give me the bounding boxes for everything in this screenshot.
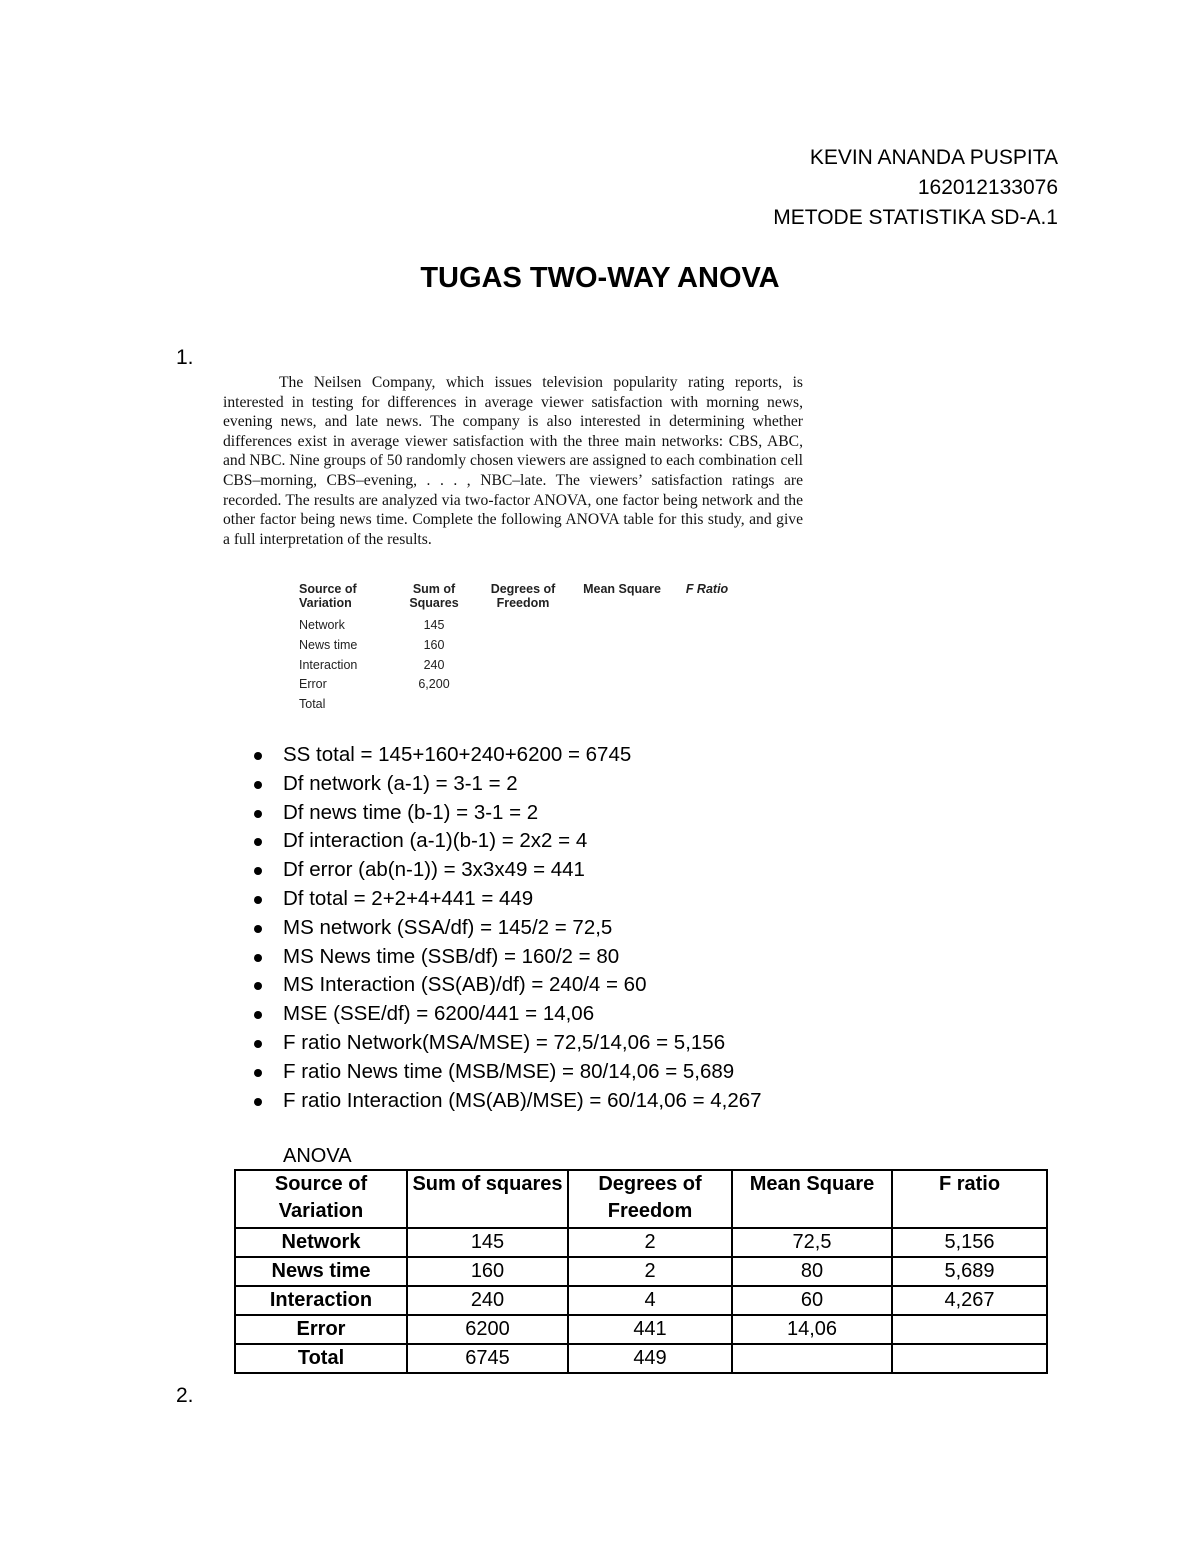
calculation-text: Df network (a-1) = 3-1 = 2	[283, 771, 518, 795]
problem-table-cell: 240	[423, 657, 445, 672]
list-item	[0, 885, 762, 914]
list-item	[0, 1029, 762, 1058]
calculation-text: F ratio Interaction (MS(AB)/MSE) = 60/14,06 = 4,267	[283, 1088, 762, 1112]
anova-header-cell: Source of Variation	[235, 1170, 407, 1228]
calculation-text: Df total = 2+2+4+441 = 449	[283, 886, 534, 910]
anova-row-label: News time	[235, 1257, 407, 1286]
problem-table-cell: 145	[423, 618, 445, 632]
list-item	[0, 770, 762, 799]
problem-table-cell: 160	[423, 637, 445, 652]
anova-header-row	[235, 1170, 1047, 1228]
anova-caption: ANOVA	[283, 1145, 352, 1167]
anova-cell: 441	[568, 1315, 732, 1344]
problem-table-header: Sum of Squares	[409, 582, 459, 610]
bullet-icon	[254, 752, 262, 760]
anova-header-cell: F ratio	[892, 1170, 1047, 1228]
anova-cell: 5,689	[892, 1257, 1047, 1286]
anova-row-label: Error	[235, 1315, 407, 1344]
anova-cell	[892, 1315, 1047, 1344]
anova-cell: 6745	[407, 1344, 568, 1373]
calculation-text: MS Interaction (SS(AB)/df) = 240/4 = 60	[283, 973, 647, 997]
anova-cell: 449	[568, 1344, 732, 1373]
bullet-icon	[254, 954, 262, 962]
anova-cell: 80	[732, 1257, 892, 1286]
table-row	[235, 1257, 1047, 1286]
calculation-list	[0, 741, 762, 1115]
table-row	[299, 697, 752, 717]
bullet-icon	[254, 838, 262, 846]
author-name: KEVIN ANANDA PUSPITA	[809, 146, 1058, 169]
problem-table-cell: Interaction	[299, 657, 358, 672]
bullet-icon	[254, 896, 262, 904]
problem-table-header-row	[299, 582, 752, 618]
bullet-icon	[254, 925, 262, 933]
problem-table-cell: Total	[299, 697, 326, 712]
table-row	[235, 1286, 1047, 1315]
table-row	[299, 677, 752, 697]
anova-cell: 2	[568, 1257, 732, 1286]
problem-table-cell: Error	[299, 677, 327, 692]
problem-table-header: F Ratio	[685, 582, 729, 596]
calculation-text: Df interaction (a-1)(b-1) = 2x2 = 4	[283, 829, 588, 853]
table-row	[299, 658, 752, 678]
calculation-text: MS News time (SSB/df) = 160/2 = 80	[283, 944, 620, 968]
student-id: 162012133076	[917, 176, 1058, 199]
calculation-text: SS total = 145+160+240+6200 = 6745	[283, 743, 632, 766]
bullet-icon	[254, 1040, 262, 1048]
list-item	[0, 799, 762, 828]
problem-table-cell: Network	[299, 618, 345, 632]
list-item	[0, 856, 762, 885]
list-item	[0, 943, 762, 972]
question-number-1: 1.	[176, 346, 194, 369]
anova-cell: 240	[407, 1286, 568, 1315]
bullet-icon	[254, 1098, 262, 1106]
anova-cell: 60	[732, 1286, 892, 1315]
problem-table-cell: 6,200	[418, 677, 450, 692]
problem-table-cell	[404, 697, 464, 717]
list-item	[0, 914, 762, 943]
problem-table-cell: News time	[299, 637, 358, 652]
anova-cell: 160	[407, 1257, 568, 1286]
author-header	[773, 143, 1058, 233]
anova-cell: 72,5	[732, 1228, 892, 1257]
list-item	[0, 1000, 762, 1029]
bullet-icon	[254, 1011, 262, 1019]
anova-cell	[732, 1344, 892, 1373]
calculation-text: Df news time (b-1) = 3-1 = 2	[283, 800, 539, 824]
list-item	[0, 1087, 762, 1116]
anova-cell: 6200	[407, 1315, 568, 1344]
bullet-icon	[254, 810, 262, 818]
anova-result-table	[234, 1169, 1048, 1374]
calculation-text: MS network (SSA/df) = 145/2 = 72,5	[283, 915, 613, 939]
table-row	[299, 618, 752, 638]
list-item	[0, 1058, 762, 1087]
page-title: TUGAS TWO-WAY ANOVA	[420, 262, 780, 294]
table-row	[235, 1344, 1047, 1373]
table-row	[235, 1228, 1047, 1257]
calculation-text: F ratio Network(MSA/MSE) = 72,5/14,06 = 5,156	[283, 1030, 726, 1054]
problem-anova-table	[299, 582, 752, 717]
anova-cell: 4,267	[892, 1286, 1047, 1315]
anova-header-cell: Degrees of Freedom	[568, 1170, 732, 1228]
problem-table-header: Degrees of Freedom	[490, 582, 556, 610]
list-item	[0, 971, 762, 1000]
calculation-text: MSE (SSE/df) = 6200/441 = 14,06	[283, 1002, 595, 1026]
anova-row-label: Interaction	[235, 1286, 407, 1315]
anova-header-cell: Sum of squares	[407, 1170, 568, 1228]
anova-cell: 5,156	[892, 1228, 1047, 1257]
calculation-text: Df error (ab(n-1)) = 3x3x49 = 441	[283, 858, 585, 882]
bullet-icon	[254, 781, 262, 789]
anova-row-label: Total	[235, 1344, 407, 1373]
list-item	[0, 827, 762, 856]
anova-header-cell: Mean Square	[732, 1170, 892, 1228]
table-row	[235, 1315, 1047, 1344]
course-name: METODE STATISTIKA SD-A.1	[773, 206, 1058, 229]
list-item	[0, 741, 762, 770]
problem-statement: The Neilsen Company, which issues television popularity rating reports, is interested in testing for differences in average viewer satisfaction with morning news, evening news, and late news. The company is also interested in determining whether differences exist in average viewer satisfaction with the three main networks: CBS, ABC, and NBC. Nine groups of 50 randomly chosen viewers are assigned to each combination cell CBS–morning, CBS–evening, . . . , NBC–late. The viewers’ satisfaction ratings are recorded. The results are analyzed via two-factor ANOVA, one factor being network and the other factor being news time. Complete the following ANOVA table for this study, and give a full interpretation of the results.	[223, 374, 803, 548]
bullet-icon	[254, 1069, 262, 1077]
anova-cell	[892, 1344, 1047, 1373]
bullet-icon	[254, 867, 262, 875]
anova-cell: 2	[568, 1228, 732, 1257]
anova-row-label: Network	[235, 1228, 407, 1257]
anova-cell: 4	[568, 1286, 732, 1315]
problem-table-header: Mean Square	[583, 582, 661, 596]
table-row	[299, 638, 752, 658]
anova-cell: 145	[407, 1228, 568, 1257]
problem-table-header: Source of Variation	[299, 582, 357, 610]
question-number-2: 2.	[176, 1384, 194, 1407]
calculation-text: F ratio News time (MSB/MSE) = 80/14,06 = 5,689	[283, 1059, 735, 1083]
bullet-icon	[254, 982, 262, 990]
anova-cell: 14,06	[732, 1315, 892, 1344]
